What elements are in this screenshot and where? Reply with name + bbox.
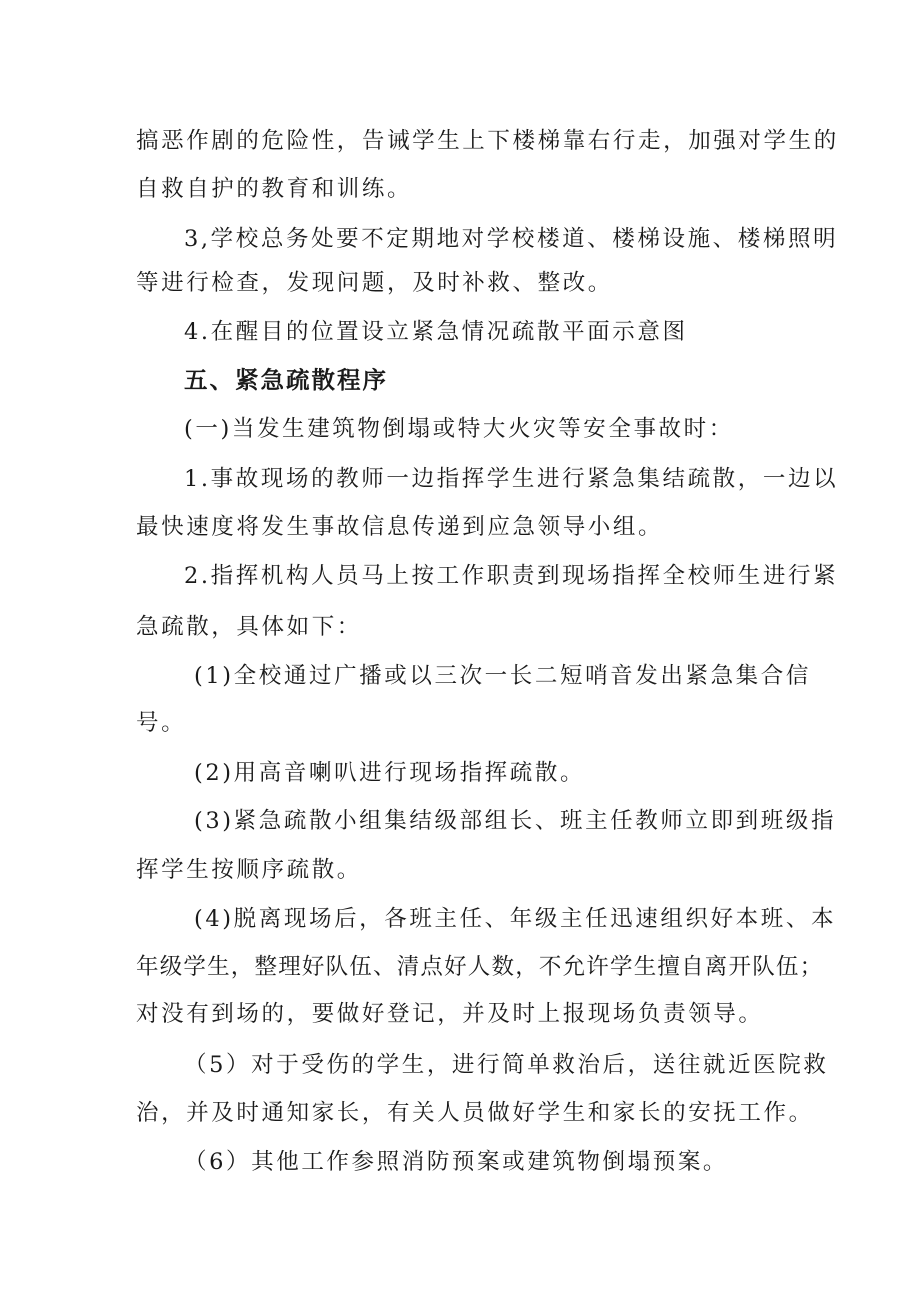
body-text-line: （6）其他工作参照消防预案或建筑物倒塌预案。	[184, 1149, 729, 1175]
body-text-line: 3,学校总务处要不定期地对学校楼道、楼梯设施、楼梯照明	[184, 226, 839, 252]
body-text-line: (1)全校通过广播或以三次一长二短哨音发出紧急集合信	[194, 663, 811, 689]
body-text-line: (4)脱离现场后，各班主任、年级主任迅速组织好本班、本	[194, 906, 837, 932]
body-text-line: 号。	[136, 710, 187, 736]
body-text-line: 年级学生，整理好队伍、清点好人数，不允许学生擅自离开队伍；	[136, 954, 824, 980]
body-text-line: 等进行检查，发现问题，及时补救、整改。	[136, 270, 613, 296]
body-text-line: 搞恶作剧的危险性，告诫学生上下楼梯靠右行走，加强对学生的	[136, 128, 839, 154]
body-text-line: (3)紧急疏散小组集结级部组长、班主任教师立即到班级指	[194, 808, 837, 834]
body-text-line: 治，并及时通知家长，有关人员做好学生和家长的安抚工作。	[136, 1100, 814, 1126]
body-text-line: (一)当发生建筑物倒塌或特大火灾等安全事故时：	[184, 416, 734, 442]
body-text-line: 1.事故现场的教师一边指挥学生进行紧急集结疏散，一边以	[184, 466, 839, 492]
body-text-line: 2.指挥机构人员马上按工作职责到现场指挥全校师生进行紧	[184, 563, 839, 589]
body-text-line: (2)用高音喇叭进行现场指挥疏散。	[194, 760, 586, 786]
body-text-line: 自救自护的教育和训练。	[136, 176, 413, 202]
body-text-line: 4.在醒目的位置设立紧急情况疏散平面示意图	[184, 319, 688, 345]
body-text-line: （5）对于受伤的学生，进行简单救治后，送往就近医院救	[184, 1052, 829, 1078]
body-text-line: 急疏散，具体如下：	[136, 614, 362, 640]
body-text-line: 对没有到场的，要做好登记，并及时上报现场负责领导。	[136, 1001, 764, 1027]
body-text-line: 最快速度将发生事故信息传递到应急领导小组。	[136, 514, 664, 540]
section-heading: 五、紧急疏散程序	[184, 366, 388, 394]
body-text-line: 挥学生按顺序疏散。	[136, 857, 362, 883]
